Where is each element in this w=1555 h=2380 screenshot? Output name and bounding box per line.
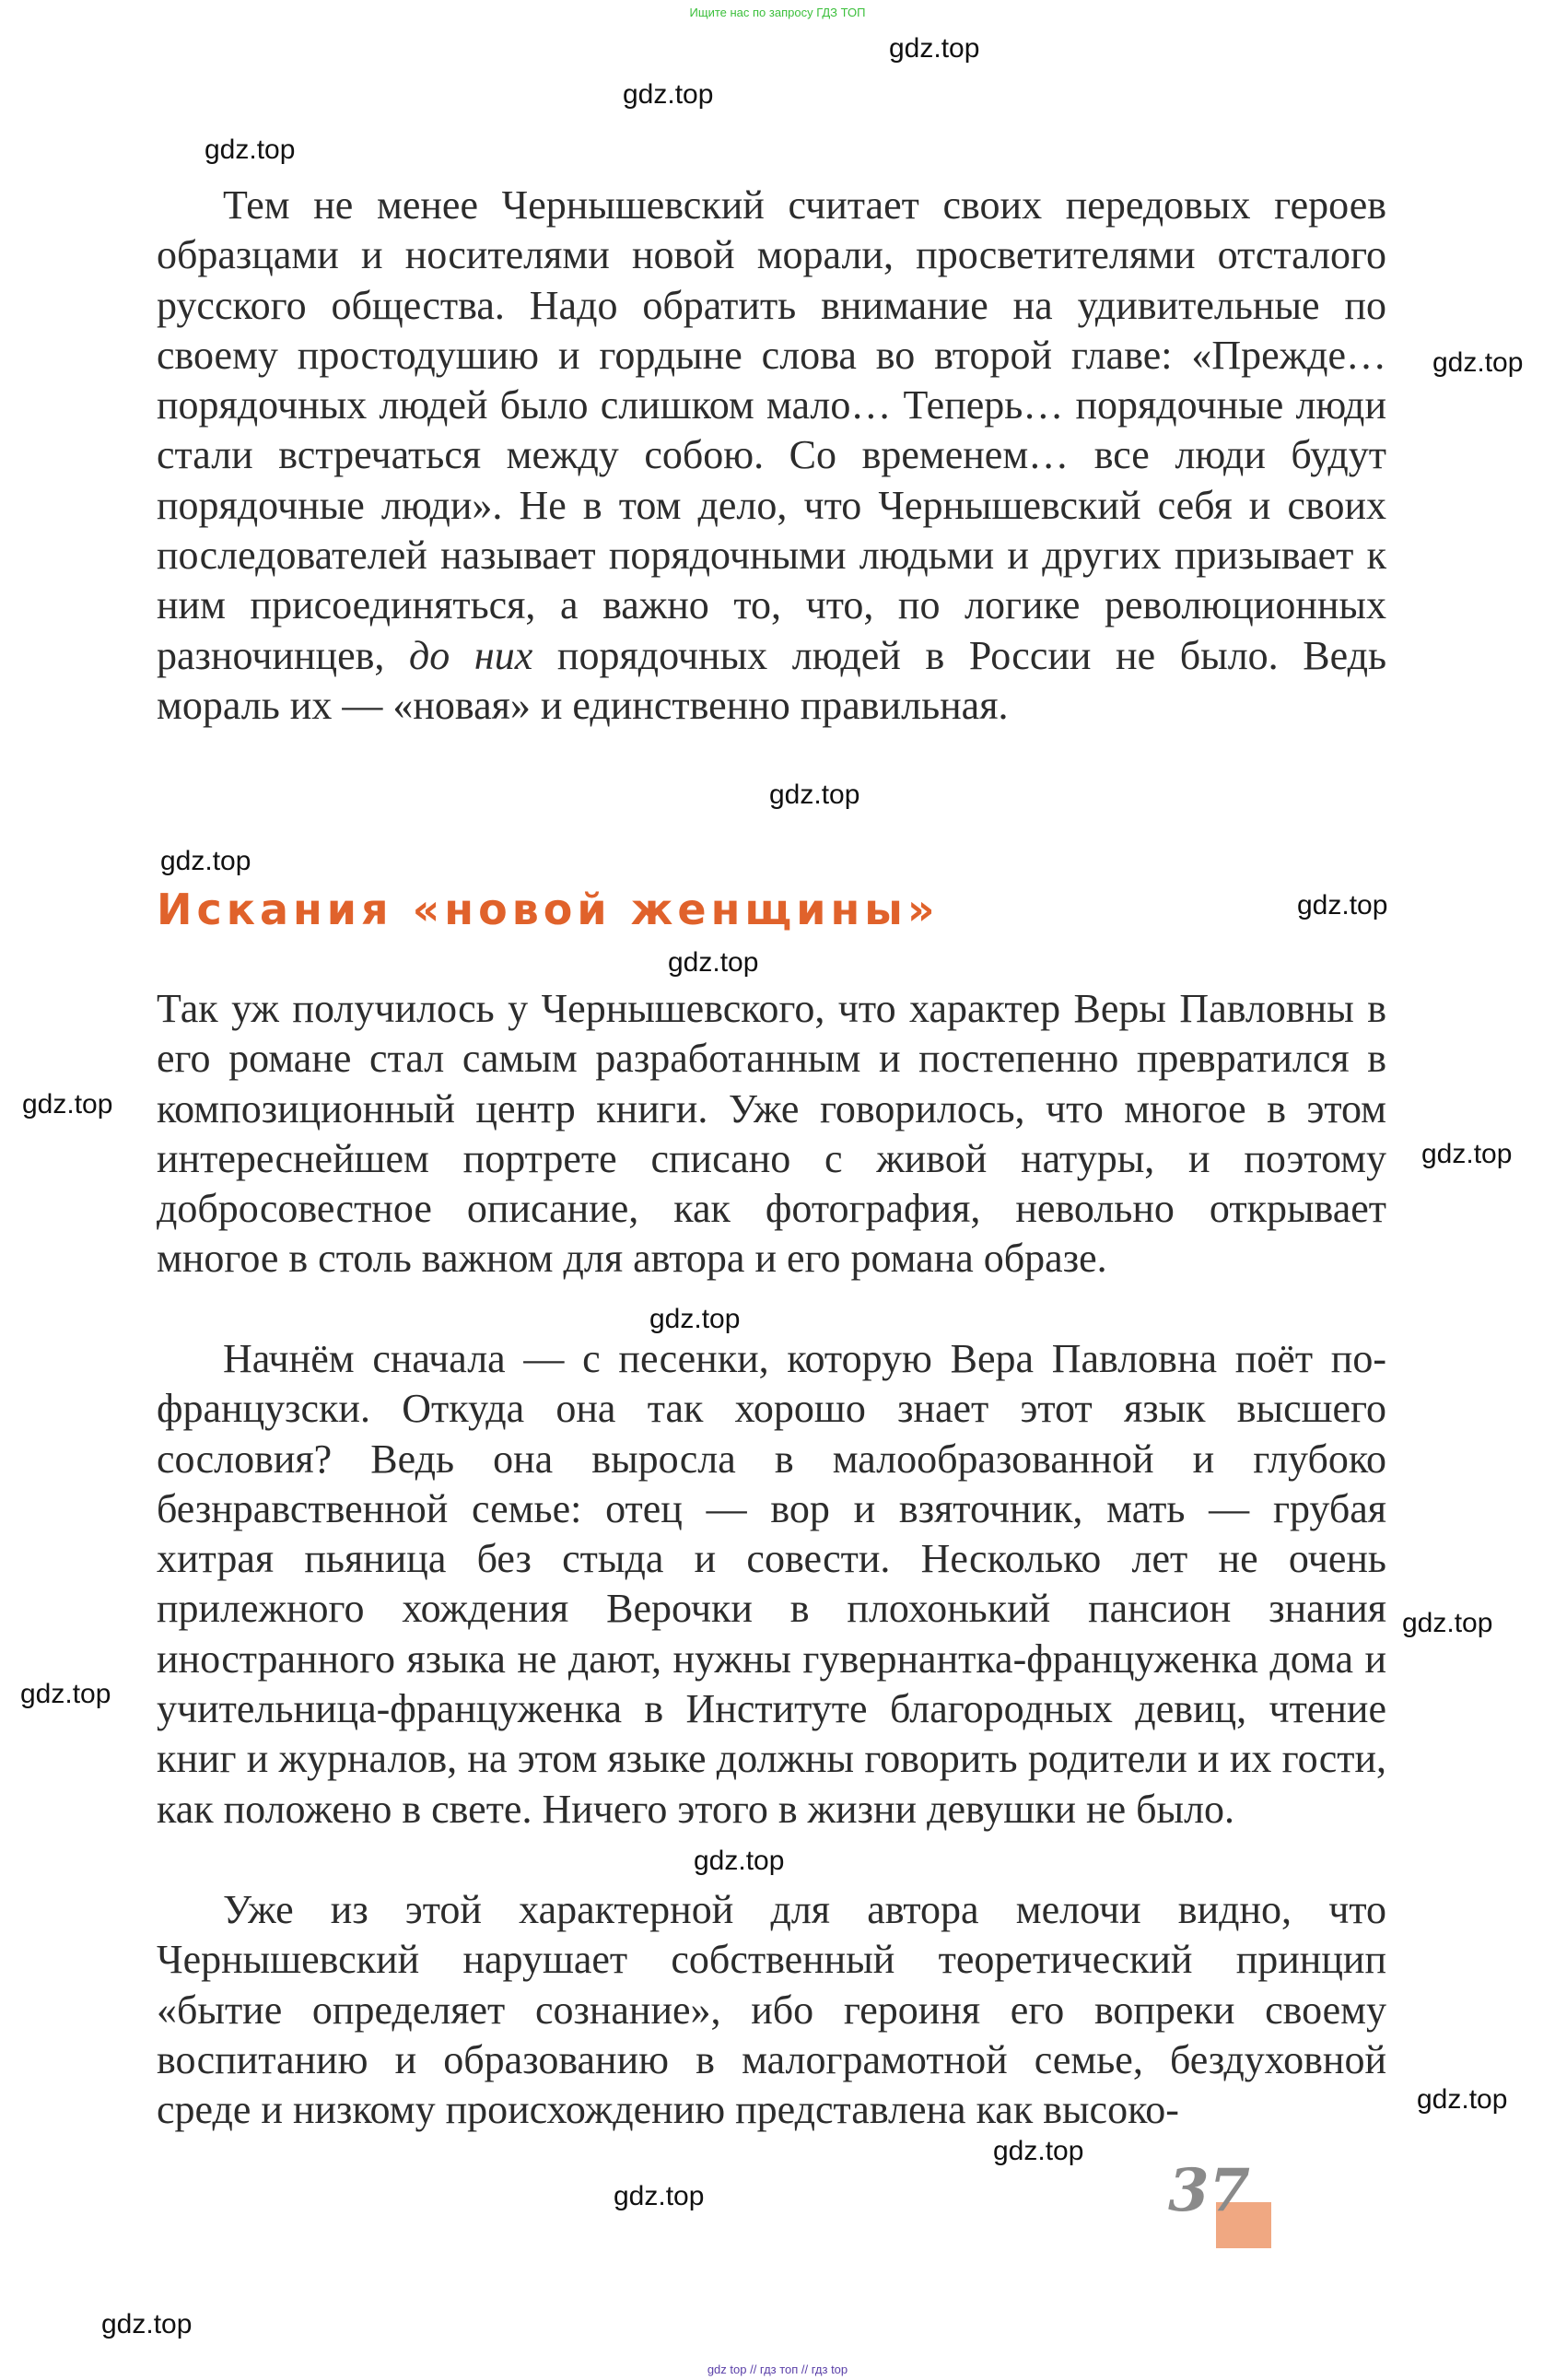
bottom-links[interactable]: gdz top // гдз топ // гдз top: [707, 2362, 848, 2376]
paragraph-4: Уже из этой характерной для автора мелочи видно, что Чернышевский нарушает собственный теоретический принцип «бытие определяет сознание», ибо героиня его вопреки своему воспитанию и образованию в малограмотной семье, бездуховной среде и низкому происхождению представлена как высоко-: [157, 1887, 1386, 2133]
watermark-label: gdz.top: [649, 1304, 741, 1334]
section-heading: Искания «новой женщины»: [157, 885, 940, 934]
watermark-label: gdz.top: [993, 2136, 1084, 2166]
watermark-label: gdz.top: [205, 135, 296, 165]
paragraph-1-text-b: порядочных людей в России не было. Ведь мораль их — «новая» и единственно правильная.: [157, 632, 1387, 728]
watermark-label: gdz.top: [623, 79, 714, 110]
watermark-label: gdz.top: [101, 2309, 193, 2339]
watermark-label: gdz.top: [614, 2181, 705, 2211]
paragraph-3: Начнём сначала — с песенки, которую Вера Павловна поёт по-французски. Откуда она так хорошо знает этот язык высшего сословия? Ведь она выросла в малообразованной и глубоко безнравственной семье: отец — вор и взяточник, мать — грубая хитрая пьяница без стыда и совести. Несколько лет не очень прилежного хождения Верочки в плохонький пансион знания иностранного языка не дают, нужны гувернантка-француженка дома и учительница-француженка в Институте благородных девиц, чтение книг и журналов, на этом языке должны говорить родители и их гости, как положено в свете. Ничего этого в жизни девушки не было.: [157, 1336, 1386, 1832]
watermark-label: gdz.top: [1421, 1139, 1513, 1169]
page-number: 37: [1168, 2156, 1251, 2225]
watermark-label: gdz.top: [1297, 890, 1388, 920]
watermark-label: gdz.top: [20, 1679, 111, 1709]
watermark-label: gdz.top: [769, 780, 860, 810]
watermark-label: gdz.top: [668, 947, 759, 978]
watermark-label: gdz.top: [22, 1089, 113, 1120]
watermark-label: gdz.top: [1417, 2084, 1508, 2115]
paragraph-1-text-a: Тем не менее Чернышевский считает своих передовых героев образцами и носителями новой морали, просветителями отсталого русского общества. Надо обратить внимание на удивительные по своему простодушию и гордыне слова во второй главе: «Прежде… порядочных людей было слишком мало… Теперь… порядочные люди стали встречаться между собою. Со временем… все люди будут порядочные люди». Не в том дело, что Чернышевский себя и своих последователей называет порядочными людьми и других призывает к ним присоединяться, а важно то, что, по логике революционных разночинцев,: [157, 182, 1386, 678]
paragraph-2: Так уж получилось у Чернышевского, что характер Веры Павловны в его романе стал самым разработанным и постепенно превратился в композиционный центр книги. Уже говорилось, что многое в этом интереснейшем портрете списано с живой натуры, и поэтому добросовестное описание, как фотография, невольно открывает многое в столь важном для автора и его романа образе.: [157, 986, 1386, 1282]
paragraph-1: [157, 181, 1386, 731]
watermark-label: gdz.top: [694, 1846, 785, 1876]
watermark-label: gdz.top: [160, 846, 251, 876]
watermark-label: gdz.top: [889, 33, 980, 64]
paragraph-1-emphasis: до них: [409, 632, 533, 678]
watermark-label: gdz.top: [1402, 1608, 1493, 1638]
top-search-note[interactable]: Ищите нас по запросу ГДЗ ТОП: [689, 6, 866, 19]
watermark-label: gdz.top: [1432, 347, 1524, 378]
